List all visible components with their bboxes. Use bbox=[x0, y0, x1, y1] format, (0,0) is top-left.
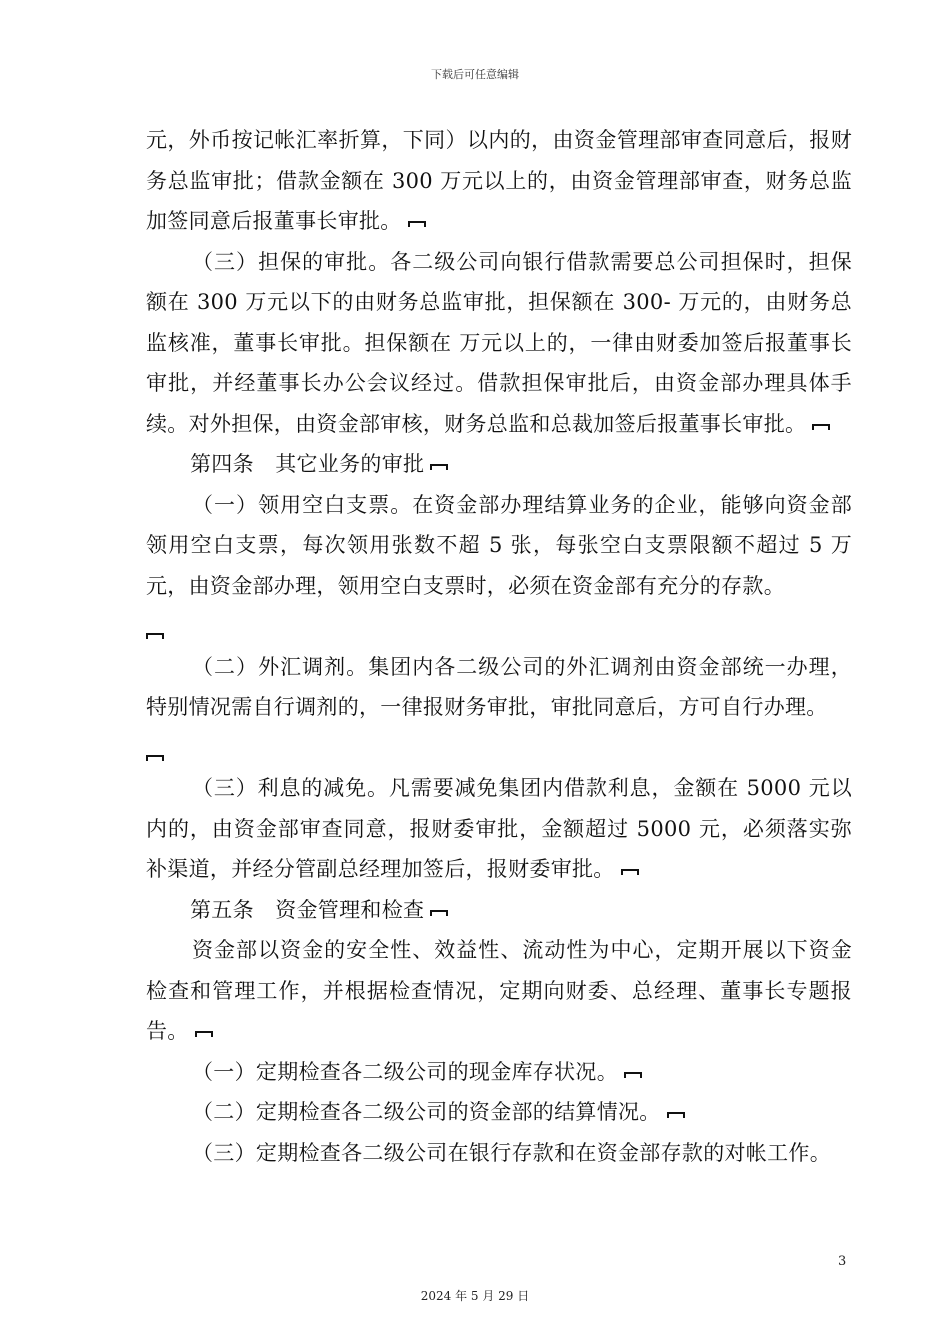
paragraph-mark-icon bbox=[624, 1072, 642, 1078]
list-item-text: （二）定期检查各二级公司的资金部的结算情况。 bbox=[192, 1100, 661, 1124]
paragraph-mark-icon bbox=[430, 464, 448, 470]
list-item bbox=[146, 1133, 852, 1174]
paragraph-mark-line bbox=[146, 728, 852, 769]
article-heading-text: 第四条 其它业务的审批 bbox=[190, 452, 425, 476]
paragraph-text: 元，外币按记帐汇率折算，下同）以内的，由资金管理部审查同意后，报财务总监审批；借款金额在 300 万元以上的，由资金管理部审查，财务总监加签同意后报董事长审批。 bbox=[146, 128, 852, 233]
paragraph-mark-icon bbox=[408, 221, 426, 227]
page-header: 下载后可任意编辑 bbox=[431, 68, 519, 81]
document-body bbox=[146, 120, 852, 1173]
paragraph-text: （三）担保的审批。各二级公司向银行借款需要总公司担保时，担保额在 300 万元以下的由财务总监审批，担保额在 300- 万元的，由财务总监核准，董事长审批。担保额在 万元以上的，一律由财委加签后报董事长审批，并经董事长办公会议经过。借款担保审批后，由资金部办理具体手续。对外担保，由资金部审核，财务总监和总裁加签后报董事长审批。 bbox=[146, 249, 852, 436]
article-heading-text: 第五条 资金管理和检查 bbox=[190, 897, 425, 922]
paragraph-mark-icon bbox=[430, 910, 448, 916]
paragraph bbox=[146, 242, 852, 445]
list-item bbox=[146, 1052, 852, 1093]
paragraph-mark-icon bbox=[146, 633, 164, 639]
paragraph-mark-icon bbox=[195, 1031, 213, 1037]
paragraph-text: 资金部以资金的安全性、效益性、流动性为中心，定期开展以下资金检查和管理工作，并根据检查情况，定期向财委、总经理、董事长专题报告。 bbox=[146, 938, 852, 1043]
paragraph bbox=[146, 768, 852, 890]
article-heading bbox=[146, 890, 852, 931]
paragraph-mark-icon bbox=[812, 424, 830, 430]
paragraph-mark-icon bbox=[146, 755, 164, 761]
page-number: 3 bbox=[838, 1254, 847, 1269]
list-item-text: （三）定期检查各二级公司在银行存款和在资金部存款的对帐工作。 bbox=[192, 1140, 831, 1165]
paragraph bbox=[146, 930, 852, 1052]
paragraph-text: （一）领用空白支票。在资金部办理结算业务的企业，能够向资金部领用空白支票，每次领用张数不超 5 张，每张空白支票限额不超过 5 万元，由资金部办理，领用空白支票时，必须在资金部有充分的存款。 bbox=[146, 492, 852, 598]
paragraph-text: （三）利息的减免。凡需要减免集团内借款利息，金额在 5000 元以内的，由资金部审查同意，报财委审批，金额超过 5000 元，必须落实弥补渠道，并经分管副总经理加签后，报财委审批。 bbox=[146, 776, 852, 881]
paragraph bbox=[146, 120, 852, 242]
paragraph-mark-icon bbox=[667, 1112, 685, 1118]
paragraph bbox=[146, 485, 852, 607]
page-footer-date: 2024 年 5 月 29 日 bbox=[420, 1289, 530, 1303]
list-item-text: （一）定期检查各二级公司的现金库存状况。 bbox=[192, 1059, 618, 1084]
paragraph-mark-icon bbox=[621, 869, 639, 875]
list-item bbox=[146, 1092, 852, 1133]
paragraph-mark-line bbox=[146, 606, 852, 647]
article-heading bbox=[146, 444, 852, 485]
paragraph-text: （二）外汇调剂。集团内各二级公司的外汇调剂由资金部统一办理，特别情况需自行调剂的，一律报财务审批，审批同意后，方可自行办理。 bbox=[146, 654, 852, 719]
paragraph bbox=[146, 647, 852, 728]
